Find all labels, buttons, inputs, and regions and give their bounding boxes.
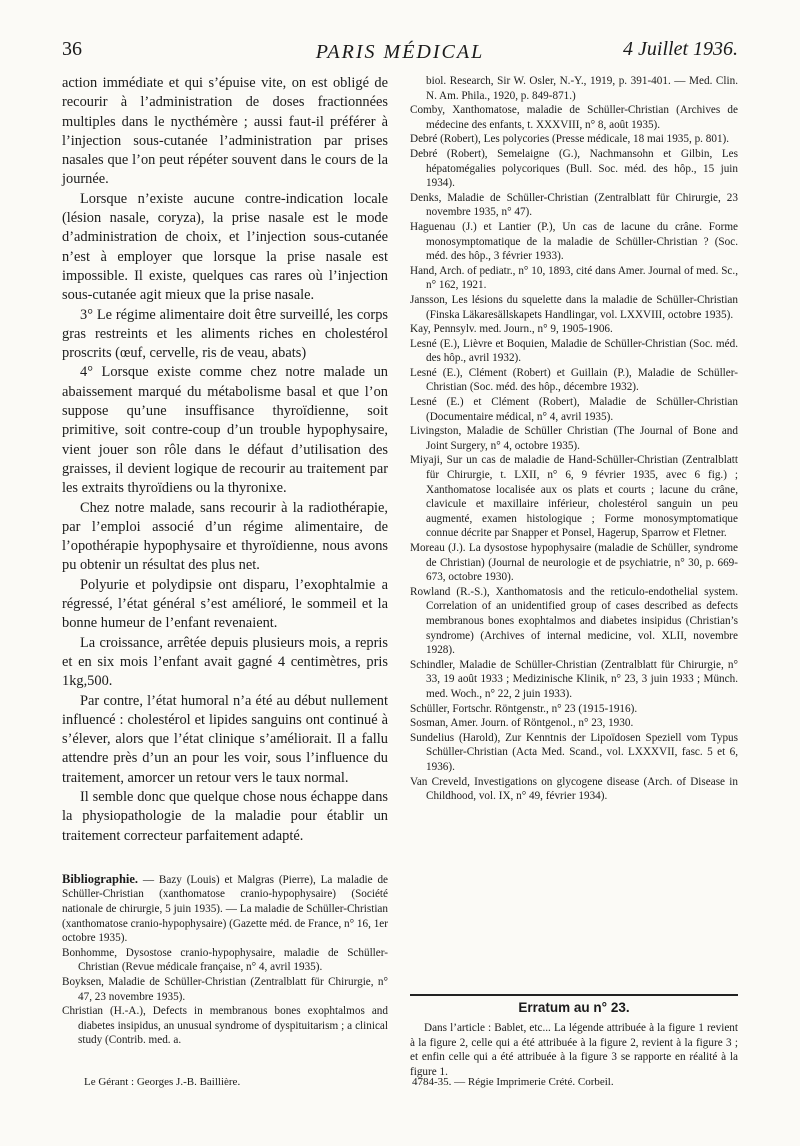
bibliography-entry: Bonhomme, Dysostose cranio-hypophysaire, maladie de Schüller-Christian (Revue médicale française, n° 4, avril 1935). <box>62 946 388 974</box>
bibliography-entry: biol. Research, Sir W. Osler, N.-Y., 1919, p. 391-401. — Med. Clin. N. Am. Phila., 1920, p. 849-871.) <box>426 75 738 102</box>
bibliography-entry: Lesné (E.), Lièvre et Boquien, Maladie de Schüller-Christian (Soc. méd. des hôp., avril 1932). <box>410 337 738 365</box>
body-paragraph: 3° Le régime alimentaire doit être surveillé, les corps gras restreints et les aliments riches en cholestérol proscrits (œuf, cervelle, ris de veau, abats) <box>62 306 388 362</box>
bibliography-entry: Schüller, Fortschr. Röntgenstr., n° 23 (1915-1916). <box>410 702 638 715</box>
page-number: 36 <box>62 38 82 60</box>
bibliography-entry: Rowland (R.-S.), Xanthomatosis and the reticulo-endothelial system. Correlation of an unidentified group of cases described as defects membranous bones exophtalmos and diabetes insipidus (Christian’s syndrome) (Archives of internal medicine, vol. XLII, novembre 1928). <box>410 585 738 657</box>
bibliography-entry: Miyaji, Sur un cas de maladie de Hand-Schüller-Christian (Zentralblatt für Chirurgie, t. LXII, n° 6, 9 février 1935, avec 6 fig.) ; Xanthomatose localisée aux os plats et courts ; lacune du crâne, clavicule et maxillaire inférieur, cholestérol sanguin un peu augmenté, examen histologique ; Forme monosymptomatique connue décrite par Snapper et Ponsel, Hagerup, Sparrow et Fletner. <box>410 454 738 540</box>
bibliography-entry: Haguenau (J.) et Lantier (P.), Un cas de lacune du crâne. Forme monosymptomatique de la maladie de Schüller-Christian ? (Soc. méd. des hôp., 3 février 1933). <box>410 220 738 263</box>
body-paragraph: Il semble donc que quelque chose nous échappe dans la physiopathologie de la maladie pour établir un traitement correcteur parfaitement adapté. <box>62 788 388 844</box>
bibliography-entry: Lesné (E.), Clément (Robert) et Guillain (P.), Maladie de Schüller-Christian (Soc. méd. des hôp., décembre 1932). <box>410 366 738 394</box>
erratum-box <box>410 1000 738 1079</box>
bibliography-right <box>410 74 738 804</box>
bibliography-entry: Schindler, Maladie de Schüller-Christian (Zentralblatt für Chirurgie, n° 33, 19 août 1933 ; Medizinische Klinik, n° 23, 3 juin 1933 ; Münch. med. Woch., n° 22, 2 juin 1933). <box>410 658 738 700</box>
bibliography-left <box>62 872 388 1048</box>
bibliography-entry: Sundelius (Harold), Zur Kenntnis der Lipoïdosen Speziell vom Typus Schüller-Christian (Acta Med. Scand., vol. LXXXVII, fasc. 5 et 6, 1936). <box>410 731 738 773</box>
bibliography-entry: Hand, Arch. of pediatr., n° 10, 1893, cité dans Amer. Journal of med. Sc., n° 162, 1921. <box>410 264 738 292</box>
bibliography-entry <box>62 872 388 946</box>
body-paragraph: Polyurie et polydipsie ont disparu, l’exophtalmie a régressé, l’état général s’est amélioré, le sommeil et la bonne humeur de l’enfant revenaient. <box>62 576 388 632</box>
bibliography-entry: Debré (Robert), Semelaigne (G.), Nachmansohn et Gilbin, Les hépatomégalies polycoriques (Bull. Soc. méd. des hôp., 15 juin 1934). <box>410 147 738 190</box>
bibliography-entry: Lesné (E.) et Clément (Robert), Maladie de Schüller-Christian (Documentaire médical, n° 4, avril 1935). <box>410 396 738 423</box>
running-header <box>62 38 738 78</box>
bibliography-entry: Moreau (J.). La dysostose hypophysaire (maladie de Schüller, syndrome de Christian) (Journal de neurologie et de psychiatrie, n° 30, p. 669-673, octobre 1930). <box>410 542 738 584</box>
section-divider <box>410 994 738 996</box>
bibliography-entry: Boyksen, Maladie de Schüller-Christian (Zentralblatt für Chirurgie, n° 47, 23 novembre 1935). <box>62 976 388 1003</box>
bibliography-entry: Kay, Pennsylv. med. Journ., n° 9, 1905-1906. <box>410 323 613 336</box>
left-column <box>62 74 388 1048</box>
issue-date: 4 Juillet 1936. <box>623 38 738 60</box>
bibliography-entry: Debré (Robert), Les polycories (Presse médicale, 18 mai 1935, p. 801). <box>410 133 730 146</box>
body-paragraph: Chez notre malade, sans recourir à la radiothérapie, par l’emploi associé d’un régime alimentaire, de l’opothérapie hypophysaire et thyroïdienne, nous avons pu obtenir un résultat des plus net. <box>62 499 388 574</box>
bibliography-entry: Sosman, Amer. Journ. of Röntgenol., n° 23, 1930. <box>410 717 634 730</box>
bibliography-entry: Van Creveld, Investigations on glycogene disease (Arch. of Disease in Childhood, vol. IX, n° 49, février 1934). <box>410 775 738 803</box>
footer-manager: Le Gérant : Georges J.-B. Baillière. <box>84 1076 241 1088</box>
bibliography-entry: Jansson, Les lésions du squelette dans la maladie de Schüller-Christian (Finska Läkaresällskapets Handlingar, vol. LXXVIII, octobre 1935). <box>410 293 738 321</box>
erratum-title: Erratum au n° 23. <box>518 1000 630 1015</box>
body-paragraph: Lorsque n’existe aucune contre-indication locale (lésion nasale, coryza), la prise nasale est le mode d’administration de choix, et l’injection sous-cutanée n’est à employer que lorsque la prise nasale est impossible. Il existe, quelques cas rares où l’injection sous-cutanée agit mieux que la prise nasale. <box>62 190 388 304</box>
footer-printer: 4784-35. — Régie Imprimerie Crété. Corbeil. <box>412 1076 614 1088</box>
body-paragraph: action immédiate et qui s’épuise vite, on est obligé de recourir à l’administration de doses fractionnées multiples dans le nycthémère ; aussi faut-il préférer à l’injection sous-cutanée l’administration par prises nasales que l’on peut répéter souvent dans le cours de la journée. <box>62 75 388 188</box>
bibliography-entry: Livingston, Maladie de Schüller Christian (The Journal of Bone and Joint Surgery, n° 4, octobre 1935). <box>410 425 738 452</box>
erratum-text: Dans l’article : Bablet, etc... La légende attribuée à la figure 1 revient à la figure 2, celle qui a été attribuée à la figure 2, revient à la figure 3 ; et enfin celle qui a été attribuée à la figure 3 se rapporte en réalité à la figure 1. <box>410 1022 738 1078</box>
bibliography-heading: Bibliographie. <box>62 871 139 886</box>
bibliography-entry-text: — Bazy (Louis) et Malgras (Pierre), La maladie de Schüller-Christian (xanthomatose cranio-hypophysaire) (Société nationale de chirurgie, 5 juin 1935). — La maladie de Schüller-Christian (xanthomatose cranio-hypophysaire) (Gazette méd. de France, n° 16, 1er octobre 1935). <box>62 873 389 945</box>
body-paragraph: La croissance, arrêtée depuis plusieurs mois, a repris et en six mois l’enfant avait gagné 4 centimètres, pris 1kg,500. <box>62 634 388 690</box>
body-paragraph: Par contre, l’état humoral n’a été au début nullement influencé : cholestérol et lipides sanguins ont continué à s’élever, alors que l’état clinique s’améliorait. Il a fallu attendre près d’un an pour les voir, sous l’influence du traitement, amorcer un retour vers le taux normal. <box>62 692 388 786</box>
bibliography-entry: Christian (H.-A.), Defects in membranous bones exophtalmos and diabetes insipidus, an unusual syndrome of dyspituitarism ; a clinical study (Contrib. med. a. <box>62 1005 388 1047</box>
bibliography-entry: Comby, Xanthomatose, maladie de Schüller-Christian (Archives de médecine des enfants, t. XXXVIII, n° 8, août 1935). <box>410 104 738 131</box>
article-body <box>62 74 388 846</box>
journal-title: PARIS MÉDICAL <box>315 41 485 63</box>
bibliography-entry: Denks, Maladie de Schüller-Christian (Zentralblatt für Chirurgie, 23 novembre 1935, n° 47). <box>410 191 738 219</box>
body-paragraph: 4° Lorsque existe comme chez notre malade un abaissement marqué du métabolisme basal et que l’on suppose qu’une insuffisance thyroïdienne, soit primitive, soit contre-coup d’un trouble hypophysaire, vient jouer son rôle dans le défaut d’utilisation des graisses, il devient logique de recourir au traitement par les extraits thyroïdiens ou la thyronixe. <box>62 364 388 497</box>
